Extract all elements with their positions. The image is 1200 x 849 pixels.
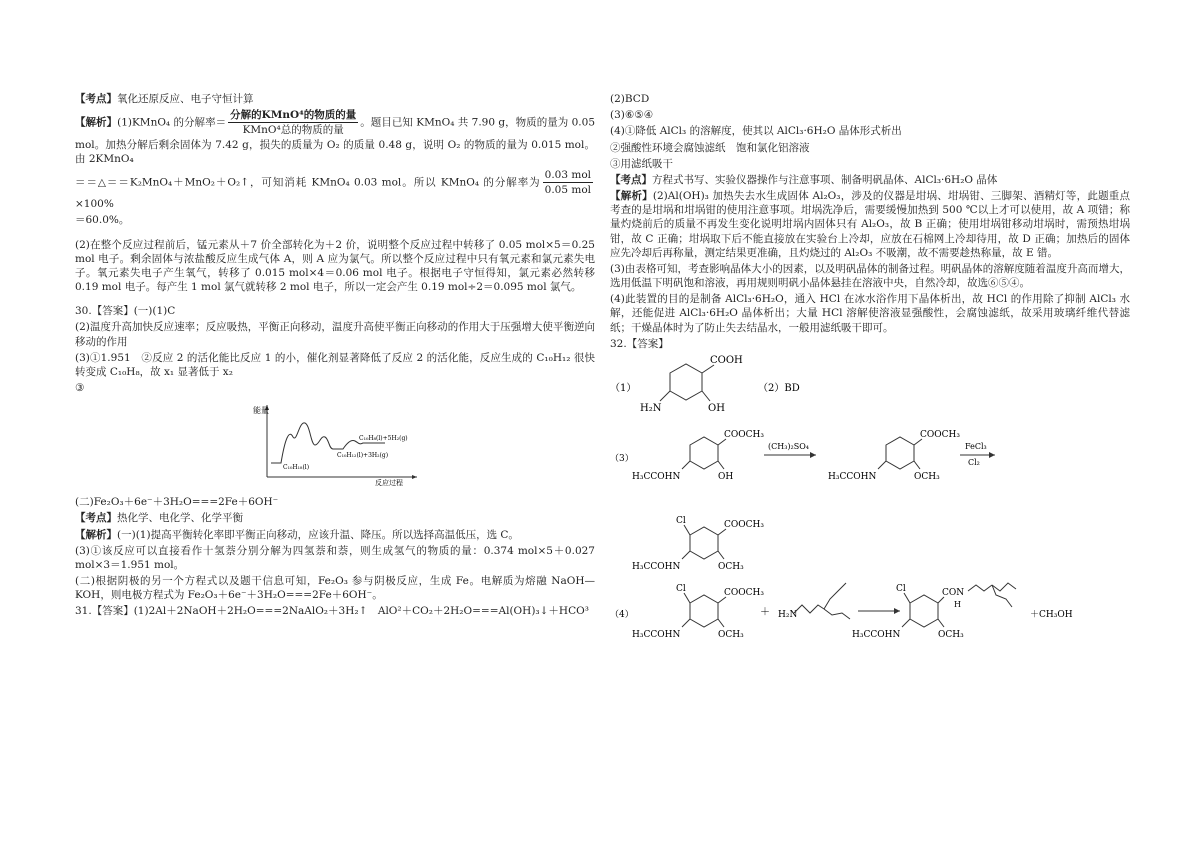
svg-text:OCH₃: OCH₃ bbox=[718, 630, 744, 641]
svg-text:H₃CCOHN: H₃CCOHN bbox=[632, 630, 681, 641]
q30-answer: 30.【答案】(一)(1)C bbox=[75, 305, 176, 318]
kaodian-3: 【考点】方程式书写、实验仪器操作与注意事项、制备明矾晶体、AlCl₃·6H₂O 晶体 bbox=[610, 173, 998, 186]
jiexi-3-part3: (3)由表格可知，考查影响晶体大小的因素，以及明矾晶体的制备过程。明矾晶体的溶解度随着温度升高而增大，选用低温下明矾饱和溶液，再用规则明矾小晶体悬挂在溶液中央，自然冷却，故选⑥⑤④。 bbox=[610, 262, 1130, 290]
q31-part4-2: ②强酸性环境会腐蚀滤纸 饱和氯化铝溶液 bbox=[610, 141, 810, 154]
svg-text:OH: OH bbox=[718, 472, 734, 483]
benzene-ring bbox=[670, 364, 702, 400]
svg-text:Cl: Cl bbox=[676, 584, 686, 595]
jiexi-2: 【解析】(一)(1)提高平衡转化率即平衡正向移动，应该升温、降压。所以选择高温低压，选 C。 bbox=[75, 528, 519, 541]
svg-text:COOCH₃: COOCH₃ bbox=[724, 520, 764, 531]
svg-text:H₂N: H₂N bbox=[778, 610, 798, 621]
kaodian-2: 【考点】热化学、电化学、化学平衡 bbox=[75, 512, 243, 525]
q30-part2: (2)温度升高加快反应速率；反应吸热，平衡正向移动，温度升高使平衡正向移动的作用大于压强增大使平衡逆向移动的作用 bbox=[75, 321, 595, 348]
svg-text:H₃CCOHN: H₃CCOHN bbox=[632, 562, 681, 573]
jiexi-1-part2: (2)在整个反应过程前后，锰元素从＋7 价全部转化为＋2 价，说明整个反应过程中转移了 0.05 mol×5＝0.25 mol 电子。剩余固体与浓盐酸反应生成气体 A，则 A 应为氯气。所以整个反应过程中只有氧元素和氯元素失电子。氧元素失电子产生氧气，转移了 0.015 mol×4＝0.06 mol 电子。根据电子守恒得知，氯元素必然转移 0.19 mol 电子。每产生 1 mol 氯气就转移 2 mol 电子，所以一定会产生 0.19 mol÷2＝0.095 mol 氯气。 bbox=[75, 238, 595, 294]
structure-q32-3 bbox=[610, 427, 1130, 509]
right-column bbox=[610, 92, 1130, 657]
svg-text:Cl₂: Cl₂ bbox=[968, 458, 980, 468]
svg-text:FeCl₃: FeCl₃ bbox=[965, 442, 987, 452]
svg-text:OH: OH bbox=[708, 402, 725, 414]
q31-part4-1: (4)①降低 AlCl₃ 的溶解度，使其以 AlCl₃·6H₂O 晶体形式析出 bbox=[610, 125, 902, 138]
svg-text:CON: CON bbox=[942, 588, 965, 599]
svg-text:H: H bbox=[954, 600, 961, 610]
q31-part3: (3)⑥⑤④ bbox=[610, 109, 654, 122]
svg-text:COOH: COOH bbox=[710, 354, 743, 366]
svg-text:（1）: （1） bbox=[610, 382, 637, 394]
structure-q32-3-product bbox=[610, 515, 1130, 575]
svg-text:＋: ＋ bbox=[760, 607, 770, 619]
label-c10h12: C₁₀H₁₂(l)+3H₂(g) bbox=[337, 452, 389, 460]
jiexi-2-part3: (3)①该反应可以直接看作十氢萘分别分解为四氢萘和萘，则生成氢气的物质的量：0.374 mol×5＋0.027 mol×3＝1.951 mol。 bbox=[75, 544, 595, 571]
svg-text:Cl: Cl bbox=[896, 584, 906, 595]
x-axis-label: 反应过程 bbox=[375, 479, 403, 488]
structure-q32-4 bbox=[610, 579, 1130, 653]
svg-text:(CH₃)₂SO₄: (CH₃)₂SO₄ bbox=[768, 442, 809, 452]
jiexi-3: 【解析】(2)Al(OH)₃ 加热失去水生成固体 Al₂O₃，涉及的仪器是坩埚、坩埚钳、三脚架、酒精灯等，此题重点考查的是坩埚和坩埚钳的使用注意事项。坩埚洗净后，需要缓慢加热到 500 ℃以上才可以使用，故 A 项错；称量灼烧前后的质量不再发生变化说明坩埚内固体只有 Al₂O₃，故 B 正确；使用坩埚钳移动坩埚时，需预热坩埚钳，故 C 正确；坩埚取下后不能直接放在实验台上冷却，应放在石棉网上冷却待用，故 D 正确；加热后的固体应先冷却后再称量，测定结果更准确，且灼烧过的 Al₂O₃ 不吸潮，故不需要趁热称量，故 E 错。 bbox=[610, 190, 1131, 259]
svg-text:OCH₃: OCH₃ bbox=[718, 562, 744, 573]
svg-text:OCH₃: OCH₃ bbox=[914, 472, 940, 483]
jiexi-1-eq: ＝＝△＝＝K₂MnO₄＋MnO₂＋O₂↑，可知消耗 KMnO₄ 0.03 mol。所以 KMnO₄ 的分解率为 $\frac{\text{0.03 mol}}{\text{0.05 mol}}$ ×100% bbox=[75, 168, 591, 211]
svg-text:COOCH₃: COOCH₃ bbox=[920, 430, 960, 441]
q31-part4-3: ③用滤纸吸干 bbox=[610, 157, 673, 170]
structure-q32-1 bbox=[610, 353, 1130, 423]
q30-part3a: (3)①1.951 ②反应 2 的活化能比反应 1 的小，催化剂显著降低了反应 2 的活化能，反应生成的 C₁₀H₁₂ 很快转变成 C₁₀H₈，故 x₁ 显著低于 x₂ bbox=[75, 351, 595, 378]
fraction-ratio: $\frac{\text{0.03 mol}}{\text{0.05 mol}}$ bbox=[544, 168, 591, 197]
svg-text:H₂N: H₂N bbox=[640, 402, 662, 414]
q32-answer: 32.【答案】 bbox=[610, 337, 669, 350]
svg-text:OCH₃: OCH₃ bbox=[938, 630, 964, 641]
jiexi-2-part-er: (二)根据阴极的另一个方程式以及题干信息可知，Fe₂O₃ 参与阴极反应，生成 Fe。电解质为熔融 NaOH—KOH，则电极方程式为 Fe₂O₃＋6e⁻＋3H₂O===2Fe＋6OH⁻。 bbox=[75, 575, 595, 602]
svg-text:＋CH₃OH: ＋CH₃OH bbox=[1030, 610, 1073, 621]
jiexi-1: 【解析】(1)KMnO₄ 的分解率＝ $\frac{\text{分解的KMnO⁴的物质的量}}{\text{KMnO⁴总的物质的量}}$ 。题目已知 KMnO₄ 共 7.90 g，物质的量为 0.05 mol。加热分解后剩余固体为 7.42 g，损失的质量为 O₂ 的质量 0.48 g，说明 O₂ 的物质的量为 0.015 mol。由 2KMnO₄ bbox=[75, 109, 596, 165]
energy-diagram bbox=[253, 399, 425, 488]
svg-text:H₃CCOHN: H₃CCOHN bbox=[852, 630, 901, 641]
svg-text:（2）BD: （2）BD bbox=[758, 382, 800, 394]
svg-text:COOCH₃: COOCH₃ bbox=[724, 430, 764, 441]
q30-part-er: (二)Fe₂O₃＋6e⁻＋3H₂O===2Fe＋6OH⁻ bbox=[75, 496, 279, 509]
svg-text:COOCH₃: COOCH₃ bbox=[724, 588, 764, 599]
jiexi-3-part4: (4)此装置的目的是制备 AlCl₃·6H₂O，通入 HCl 在冰水浴作用下晶体析出，故 HCl 的作用除了抑制 AlCl₃ 水解，还能促进 AlCl₃·6H₂O 晶体析出；大量 HCl 溶解使溶液显强酸性，会腐蚀滤纸，故采用玻璃纤维代替滤纸；干燥晶体时为了防止失去结晶水，一般用滤纸吸干即可。 bbox=[610, 293, 1130, 334]
label-c10h18: C₁₀H₁₈(l) bbox=[283, 464, 310, 472]
svg-text:（3）: （3） bbox=[610, 454, 634, 465]
left-column bbox=[75, 92, 595, 621]
q31-part2: (2)BCD bbox=[610, 93, 650, 105]
jiexi-1-result: ＝60.0%。 bbox=[75, 214, 130, 227]
svg-text:H₃CCOHN: H₃CCOHN bbox=[828, 472, 877, 483]
svg-text:Cl: Cl bbox=[676, 516, 686, 527]
q30-part3b: ③ bbox=[75, 382, 85, 395]
kaodian-1: 【考点】氧化还原反应、电子守恒计算 bbox=[75, 93, 254, 105]
svg-text:（4）: （4） bbox=[610, 610, 634, 621]
fraction-decomp-rate: $\frac{\text{分解的KMnO⁴的物质的量}}{\text{KMnO⁴总的物质的量}}$ bbox=[230, 109, 357, 137]
q31-answer: 31.【答案】(1)2Al＋2NaOH＋2H₂O===2NaAlO₂＋3H₂↑ AlO²＋CO₂＋2H₂O===Al(OH)₃↓＋HCO³ bbox=[75, 605, 589, 618]
y-axis-label: 能量 bbox=[253, 406, 269, 416]
label-c10h8: C₁₀H₈(l)+5H₂(g) bbox=[359, 435, 408, 443]
svg-text:H₃CCOHN: H₃CCOHN bbox=[632, 472, 681, 483]
